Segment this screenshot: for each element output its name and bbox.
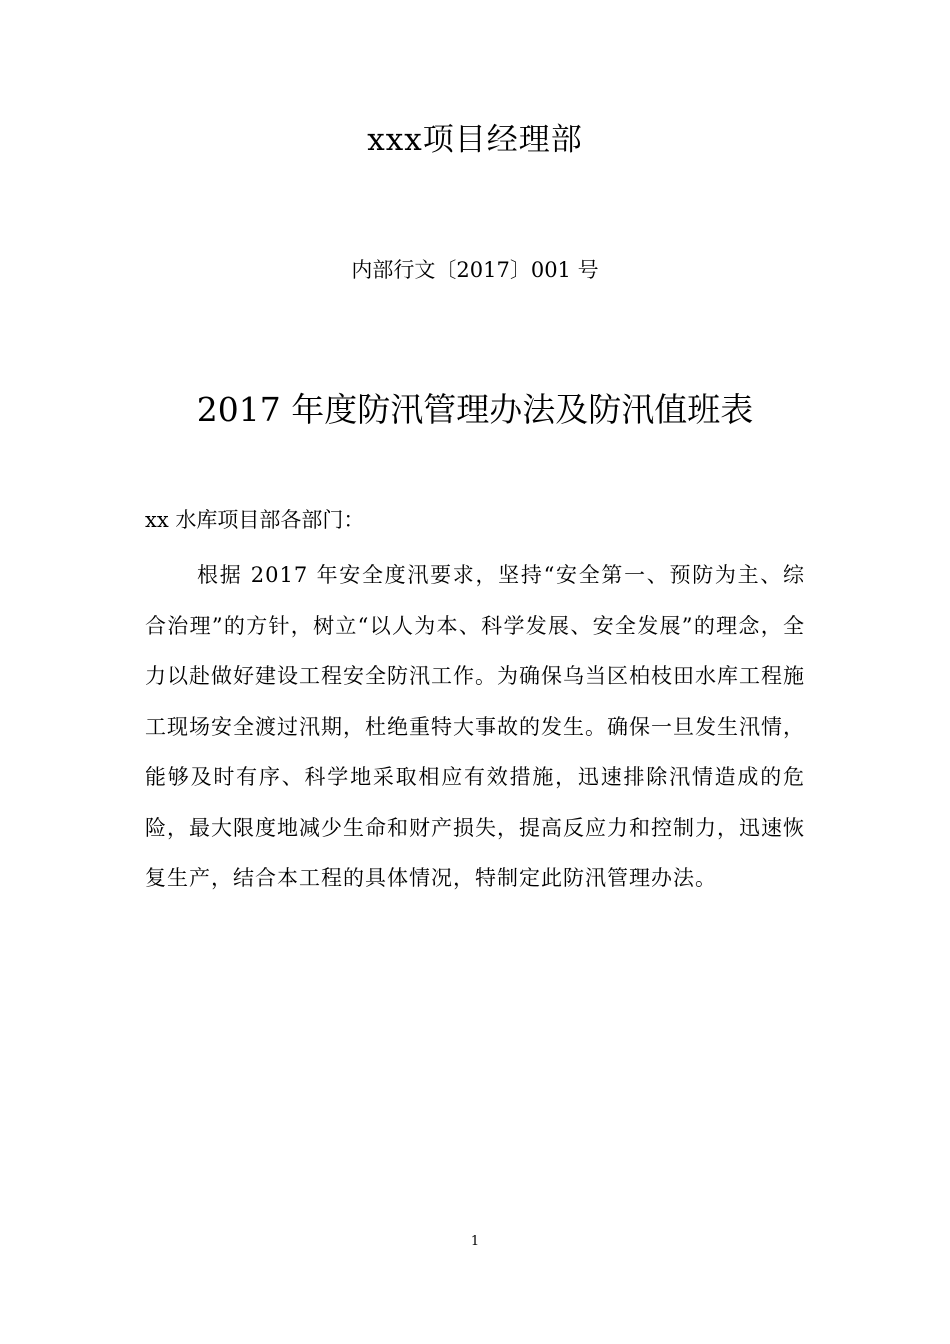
- body-paragraph: 根据 2017 年安全度汛要求，坚持“安全第一、预防为主、综合治理”的方针，树立“以人为本、科学发展、安全发展”的理念，全力以赴做好建设工程安全防汛工作。为确保乌当区柏枝田水库工程施工现场安全渡过汛期，杜绝重特大事故的发生。确保一旦发生汛情，能够及时有序、科学地采取相应有效措施，迅速排除汛情造成的危险，最大限度地减少生命和财产损失，提高反应力和控制力，迅速恢复生产，结合本工程的具体情况，特制定此防汛管理办法。: [145, 563, 805, 890]
- organization-title: xxx项目经理部: [367, 122, 583, 158]
- document-number: 内部行文〔2017〕001 号: [351, 258, 599, 282]
- document-title: 2017 年度防汛管理办法及防汛值班表: [196, 390, 754, 429]
- salutation: xx 水库项目部各部门：: [145, 508, 365, 532]
- page-number: 1: [470, 1234, 480, 1249]
